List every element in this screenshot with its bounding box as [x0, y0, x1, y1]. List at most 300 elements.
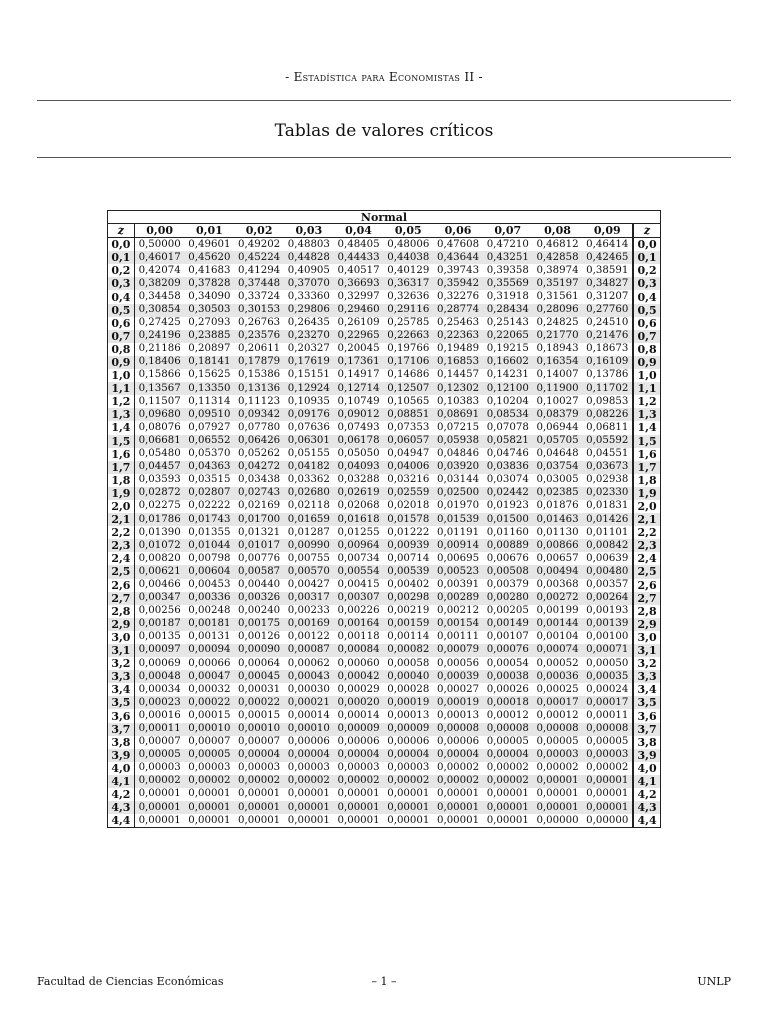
table-cell: 0,00082 — [383, 644, 433, 657]
table-cell: 0,00122 — [287, 631, 330, 643]
table-cell: 0,00058 — [387, 657, 430, 669]
table-cell: 0,00002 — [383, 775, 433, 788]
row-label-left: 0,9 — [108, 356, 135, 369]
table-cell: 0,00001 — [433, 814, 483, 828]
table-cell: 0,32997 — [337, 290, 380, 302]
table-cell: 0,00054 — [486, 657, 529, 669]
row-label-right: 2,0 — [633, 500, 660, 513]
table-row — [108, 251, 661, 264]
table-cell: 0,00002 — [334, 775, 384, 788]
table-cell: 0,00025 — [536, 683, 579, 695]
table-cell: 0,00440 — [238, 578, 281, 590]
table-row — [108, 539, 661, 552]
row-label-left: 0,5 — [108, 304, 135, 317]
row-label-right: 3,8 — [633, 736, 660, 749]
table-cell: 0,00076 — [483, 644, 533, 657]
row-label-right: 3,7 — [633, 723, 660, 736]
table-cell: 0,00002 — [436, 762, 480, 774]
table-cell: 0,07078 — [486, 421, 529, 433]
row-label-right: 2,3 — [633, 539, 660, 552]
table-cell: 0,00144 — [533, 618, 583, 631]
table-cell: 0,00032 — [188, 683, 231, 695]
table-cell: 0,23885 — [185, 330, 235, 343]
table-row — [108, 369, 661, 382]
table-cell: 0,02385 — [533, 487, 583, 500]
table-cell: 0,00003 — [138, 762, 181, 774]
table-cell: 0,02938 — [586, 474, 629, 486]
table-cell: 0,28434 — [483, 304, 533, 317]
table-cell: 0,00001 — [138, 788, 181, 800]
table-cell: 0,00014 — [287, 709, 330, 721]
table-cell: 0,11314 — [188, 395, 231, 407]
table-cell: 0,00069 — [138, 657, 181, 669]
table-cell: 0,18406 — [134, 356, 184, 369]
table-cell: 0,11900 — [533, 382, 583, 395]
table-cell: 0,00001 — [533, 775, 583, 788]
table-cell: 0,04006 — [383, 461, 433, 474]
table-cell: 0,01101 — [586, 526, 629, 538]
table-cell: 0,00001 — [334, 814, 384, 828]
table-cell: 0,50000 — [138, 238, 181, 250]
table-cell: 0,00035 — [582, 670, 633, 683]
table-cell: 0,00570 — [284, 565, 334, 578]
table-cell: 0,00002 — [536, 762, 579, 774]
table-cell: 0,03216 — [387, 474, 430, 486]
table-cell: 0,02807 — [185, 487, 235, 500]
table-cell: 0,48803 — [287, 238, 330, 250]
table-cell: 0,05370 — [188, 448, 231, 460]
table-cell: 0,45224 — [234, 251, 284, 264]
table-cell: 0,00554 — [334, 565, 384, 578]
table-cell: 0,26763 — [238, 317, 281, 329]
table-cell: 0,00289 — [433, 592, 483, 605]
row-label-left: 0,7 — [108, 330, 135, 343]
table-cell: 0,40129 — [387, 264, 430, 276]
table-cell: 0,00539 — [383, 565, 433, 578]
table-row — [108, 749, 661, 762]
table-row — [108, 421, 661, 434]
table-cell: 0,00039 — [433, 670, 483, 683]
table-cell: 0,00097 — [134, 644, 184, 657]
table-row — [108, 775, 661, 788]
row-label-left: 3,4 — [108, 683, 135, 696]
row-label-left: 2,4 — [108, 552, 135, 565]
table-cell: 0,37448 — [234, 277, 284, 290]
table-cell: 0,35197 — [533, 277, 583, 290]
table-cell: 0,01700 — [234, 513, 284, 526]
table-cell: 0,07493 — [337, 421, 380, 433]
table-cell: 0,06426 — [234, 435, 284, 448]
table-cell: 0,00001 — [334, 801, 384, 814]
table-cell: 0,00005 — [185, 749, 235, 762]
table-cell: 0,00036 — [533, 670, 583, 683]
table-cell: 0,09176 — [284, 408, 334, 421]
row-label-right: 1,3 — [633, 408, 660, 421]
row-label-right: 0,4 — [633, 290, 660, 303]
row-label-right: 3,0 — [633, 631, 660, 644]
table-row — [108, 723, 661, 736]
table-cell: 0,16602 — [483, 356, 533, 369]
row-label-left: 3,2 — [108, 657, 135, 670]
table-cell: 0,08379 — [533, 408, 583, 421]
column-header: 0,07 — [483, 224, 533, 238]
row-label-left: 0,3 — [108, 277, 135, 290]
table-cell: 0,27760 — [582, 304, 633, 317]
table-cell: 0,00015 — [238, 709, 281, 721]
row-label-left: 4,2 — [108, 788, 135, 801]
table-cell: 0,17361 — [334, 356, 384, 369]
table-cell: 0,00001 — [234, 814, 284, 828]
table-cell: 0,09680 — [134, 408, 184, 421]
table-cell: 0,03074 — [486, 474, 529, 486]
table-cell: 0,14231 — [486, 369, 529, 381]
table-cell: 0,00118 — [337, 631, 380, 643]
table-cell: 0,00002 — [486, 762, 529, 774]
row-label-right: 0,9 — [633, 356, 660, 369]
table-row — [108, 709, 661, 722]
table-cell: 0,01017 — [234, 539, 284, 552]
column-header: 0,06 — [433, 224, 483, 238]
table-cell: 0,00047 — [185, 670, 235, 683]
table-row — [108, 696, 661, 709]
table-cell: 0,28774 — [433, 304, 483, 317]
table-cell: 0,00006 — [287, 736, 330, 748]
table-cell: 0,01072 — [134, 539, 184, 552]
row-label-right: 1,8 — [633, 474, 660, 487]
table-cell: 0,03362 — [287, 474, 330, 486]
table-cell: 0,34458 — [138, 290, 181, 302]
table-cell: 0,00272 — [533, 592, 583, 605]
row-label-right: 3,2 — [633, 657, 660, 670]
table-cell: 0,00169 — [284, 618, 334, 631]
table-cell: 0,00639 — [586, 552, 629, 564]
table-cell: 0,03005 — [536, 474, 579, 486]
table-cell: 0,22965 — [334, 330, 384, 343]
row-label-left: 1,6 — [108, 448, 135, 461]
table-cell: 0,00621 — [134, 565, 184, 578]
table-cell: 0,06301 — [284, 435, 334, 448]
table-cell: 0,00111 — [436, 631, 480, 643]
table-cell: 0,00307 — [334, 592, 384, 605]
table-cell: 0,02275 — [138, 500, 181, 512]
table-cell: 0,05821 — [483, 435, 533, 448]
table-cell: 0,00007 — [188, 736, 231, 748]
table-cell: 0,10749 — [337, 395, 380, 407]
table-cell: 0,00164 — [334, 618, 384, 631]
table-cell: 0,49202 — [238, 238, 281, 250]
table-row — [108, 395, 661, 408]
table-cell: 0,01500 — [483, 513, 533, 526]
table-cell: 0,00336 — [185, 592, 235, 605]
table-cell: 0,24825 — [536, 317, 579, 329]
table-cell: 0,34090 — [188, 290, 231, 302]
table-cell: 0,22065 — [483, 330, 533, 343]
table-cell: 0,06681 — [134, 435, 184, 448]
table-cell: 0,00820 — [138, 552, 181, 564]
table-cell: 0,38974 — [536, 264, 579, 276]
table-cell: 0,00135 — [138, 631, 181, 643]
table-cell: 0,00193 — [586, 605, 629, 617]
row-label-left: 3,8 — [108, 736, 135, 749]
table-cell: 0,00181 — [185, 618, 235, 631]
row-label-left: 1,2 — [108, 395, 135, 408]
row-label-right: 1,4 — [633, 421, 660, 434]
table-cell: 0,18943 — [536, 343, 579, 355]
table-cell: 0,01160 — [486, 526, 529, 538]
table-row — [108, 408, 661, 421]
header-rule-bottom — [37, 157, 731, 158]
table-cell: 0,05705 — [533, 435, 583, 448]
table-cell: 0,03515 — [188, 474, 231, 486]
row-label-left: 0,4 — [108, 290, 135, 303]
table-cell: 0,00466 — [138, 578, 181, 590]
table-cell: 0,00071 — [582, 644, 633, 657]
table-cell: 0,00453 — [188, 578, 231, 590]
row-label-left: 1,0 — [108, 369, 135, 382]
table-cell: 0,00001 — [387, 788, 430, 800]
table-cell: 0,00001 — [284, 801, 334, 814]
table-cell: 0,04457 — [134, 461, 184, 474]
table-cell: 0,32276 — [436, 290, 480, 302]
table-cell: 0,00001 — [284, 814, 334, 828]
table-cell: 0,01539 — [433, 513, 483, 526]
table-cell: 0,39358 — [486, 264, 529, 276]
table-cell: 0,25143 — [486, 317, 529, 329]
footer-right: UNLP — [697, 975, 731, 988]
table-cell: 0,28096 — [533, 304, 583, 317]
table-cell: 0,03144 — [436, 474, 480, 486]
table-cell: 0,03754 — [533, 461, 583, 474]
table-cell: 0,10027 — [536, 395, 579, 407]
table-cell: 0,00094 — [185, 644, 235, 657]
table-cell: 0,04182 — [284, 461, 334, 474]
column-header: 0,04 — [334, 224, 384, 238]
table-cell: 0,00131 — [188, 631, 231, 643]
table-cell: 0,01390 — [138, 526, 181, 538]
row-label-left: 2,7 — [108, 592, 135, 605]
table-cell: 0,33360 — [287, 290, 330, 302]
table-cell: 0,20897 — [188, 343, 231, 355]
table-cell: 0,00034 — [138, 683, 181, 695]
table-cell: 0,00107 — [486, 631, 529, 643]
table-cell: 0,48405 — [337, 238, 380, 250]
row-label-left: 1,3 — [108, 408, 135, 421]
table-cell: 0,04093 — [334, 461, 384, 474]
table-cell: 0,00914 — [433, 539, 483, 552]
table-cell: 0,10383 — [436, 395, 480, 407]
table-cell: 0,02118 — [287, 500, 330, 512]
table-cell: 0,00523 — [433, 565, 483, 578]
table-header-row — [108, 224, 661, 238]
table-cell: 0,00002 — [284, 775, 334, 788]
table-cell: 0,00240 — [238, 605, 281, 617]
row-label-right: 1,7 — [633, 461, 660, 474]
table-cell: 0,01659 — [284, 513, 334, 526]
table-cell: 0,21186 — [138, 343, 181, 355]
table-cell: 0,29116 — [383, 304, 433, 317]
table-cell: 0,00018 — [483, 696, 533, 709]
row-label-right: 2,4 — [633, 552, 660, 565]
table-cell: 0,04272 — [234, 461, 284, 474]
table-cell: 0,00866 — [533, 539, 583, 552]
table-cell: 0,00004 — [234, 749, 284, 762]
table-cell: 0,40905 — [287, 264, 330, 276]
row-label-right: 0,3 — [633, 277, 660, 290]
table-cell: 0,00427 — [287, 578, 330, 590]
table-row — [108, 238, 661, 252]
table-cell: 0,00001 — [536, 788, 579, 800]
table-cell: 0,05938 — [433, 435, 483, 448]
table-cell: 0,13136 — [234, 382, 284, 395]
table-cell: 0,35942 — [433, 277, 483, 290]
table-cell: 0,03593 — [138, 474, 181, 486]
table-cell: 0,04846 — [436, 448, 480, 460]
table-cell: 0,00003 — [337, 762, 380, 774]
table-cell: 0,00002 — [134, 775, 184, 788]
table-cell: 0,00026 — [486, 683, 529, 695]
table-cell: 0,01618 — [334, 513, 384, 526]
header-rule-top — [37, 100, 731, 101]
row-label-right: 4,1 — [633, 775, 660, 788]
table-cell: 0,33724 — [238, 290, 281, 302]
row-label-left: 1,1 — [108, 382, 135, 395]
table-cell: 0,05480 — [138, 448, 181, 460]
table-cell: 0,00326 — [234, 592, 284, 605]
row-label-left: 4,4 — [108, 814, 135, 828]
table-cell: 0,00056 — [436, 657, 480, 669]
row-label-right: 3,6 — [633, 709, 660, 722]
row-label-left: 1,5 — [108, 435, 135, 448]
table-cell: 0,00391 — [436, 578, 480, 590]
row-label-right: 1,6 — [633, 448, 660, 461]
table-cell: 0,00776 — [238, 552, 281, 564]
table-cell: 0,26435 — [287, 317, 330, 329]
table-cell: 0,31918 — [486, 290, 529, 302]
table-cell: 0,00368 — [536, 578, 579, 590]
table-cell: 0,00149 — [483, 618, 533, 631]
table-cell: 0,00019 — [383, 696, 433, 709]
table-cell: 0,00990 — [284, 539, 334, 552]
table-cell: 0,00087 — [284, 644, 334, 657]
table-cell: 0,01287 — [287, 526, 330, 538]
table-cell: 0,15866 — [138, 369, 181, 381]
table-cell: 0,00038 — [483, 670, 533, 683]
row-label-right: 2,7 — [633, 592, 660, 605]
table-cell: 0,00013 — [387, 709, 430, 721]
table-cell: 0,39743 — [436, 264, 480, 276]
table-cell: 0,27093 — [188, 317, 231, 329]
table-cell: 0,00030 — [287, 683, 330, 695]
column-header: 0,08 — [533, 224, 583, 238]
table-row — [108, 788, 661, 801]
row-label-left: 2,1 — [108, 513, 135, 526]
table-cell: 0,30503 — [185, 304, 235, 317]
table-row — [108, 487, 661, 500]
table-cell: 0,00012 — [536, 709, 579, 721]
row-label-right: 0,2 — [633, 264, 660, 277]
table-cell: 0,07780 — [238, 421, 281, 433]
table-cell: 0,37070 — [284, 277, 334, 290]
row-label-left: 2,3 — [108, 539, 135, 552]
row-label-right: 1,0 — [633, 369, 660, 382]
table-cell: 0,30153 — [234, 304, 284, 317]
table-cell: 0,00004 — [334, 749, 384, 762]
table-cell: 0,00003 — [287, 762, 330, 774]
table-cell: 0,01463 — [533, 513, 583, 526]
table-cell: 0,03920 — [433, 461, 483, 474]
table-cell: 0,01786 — [134, 513, 184, 526]
table-cell: 0,00842 — [582, 539, 633, 552]
table-cell: 0,12100 — [483, 382, 533, 395]
table-cell: 0,00001 — [486, 788, 529, 800]
table-cell: 0,30854 — [134, 304, 184, 317]
row-label-right: 1,9 — [633, 487, 660, 500]
table-cell: 0,36317 — [383, 277, 433, 290]
table-cell: 0,00001 — [337, 788, 380, 800]
table-cell: 0,00027 — [436, 683, 480, 695]
table-cell: 0,00508 — [483, 565, 533, 578]
page-number: – 1 – — [371, 975, 397, 988]
table-cell: 0,40517 — [337, 264, 380, 276]
column-header: 0,01 — [185, 224, 235, 238]
row-label-right: 2,8 — [633, 605, 660, 618]
table-row — [108, 343, 661, 356]
row-label-left: 0,0 — [108, 238, 135, 252]
table-cell: 0,12714 — [334, 382, 384, 395]
table-cell: 0,00939 — [383, 539, 433, 552]
table-cell: 0,00010 — [284, 723, 334, 736]
table-cell: 0,00002 — [234, 775, 284, 788]
table-cell: 0,00317 — [284, 592, 334, 605]
table-cell: 0,26109 — [337, 317, 380, 329]
table-cell: 0,06057 — [383, 435, 433, 448]
table-cell: 0,01191 — [436, 526, 480, 538]
row-label-left: 1,8 — [108, 474, 135, 487]
table-row — [108, 618, 661, 631]
table-cell: 0,05592 — [582, 435, 633, 448]
table-cell: 0,00017 — [582, 696, 633, 709]
table-cell: 0,00001 — [433, 801, 483, 814]
table-cell: 0,00045 — [234, 670, 284, 683]
row-label-left: 0,1 — [108, 251, 135, 264]
table-cell: 0,38591 — [586, 264, 629, 276]
table-cell: 0,37828 — [185, 277, 235, 290]
table-cell: 0,01255 — [337, 526, 380, 538]
table-cell: 0,11702 — [582, 382, 633, 395]
table-cell: 0,08851 — [383, 408, 433, 421]
table-cell: 0,00084 — [334, 644, 384, 657]
table-cell: 0,00298 — [383, 592, 433, 605]
table-cell: 0,01222 — [387, 526, 430, 538]
table-cell: 0,00011 — [134, 723, 184, 736]
row-label-right: 1,5 — [633, 435, 660, 448]
table-cell: 0,22363 — [433, 330, 483, 343]
table-cell: 0,00012 — [486, 709, 529, 721]
row-label-left: 2,2 — [108, 526, 135, 539]
table-cell: 0,25785 — [387, 317, 430, 329]
table-cell: 0,00001 — [234, 801, 284, 814]
row-label-right: 1,2 — [633, 395, 660, 408]
row-label-left: 0,6 — [108, 317, 135, 330]
table-cell: 0,04648 — [536, 448, 579, 460]
table-cell: 0,00020 — [334, 696, 384, 709]
table-row — [108, 500, 661, 513]
table-cell: 0,03438 — [238, 474, 281, 486]
row-label-right: 0,1 — [633, 251, 660, 264]
table-row — [108, 644, 661, 657]
table-cell: 0,16853 — [433, 356, 483, 369]
table-cell: 0,23576 — [234, 330, 284, 343]
